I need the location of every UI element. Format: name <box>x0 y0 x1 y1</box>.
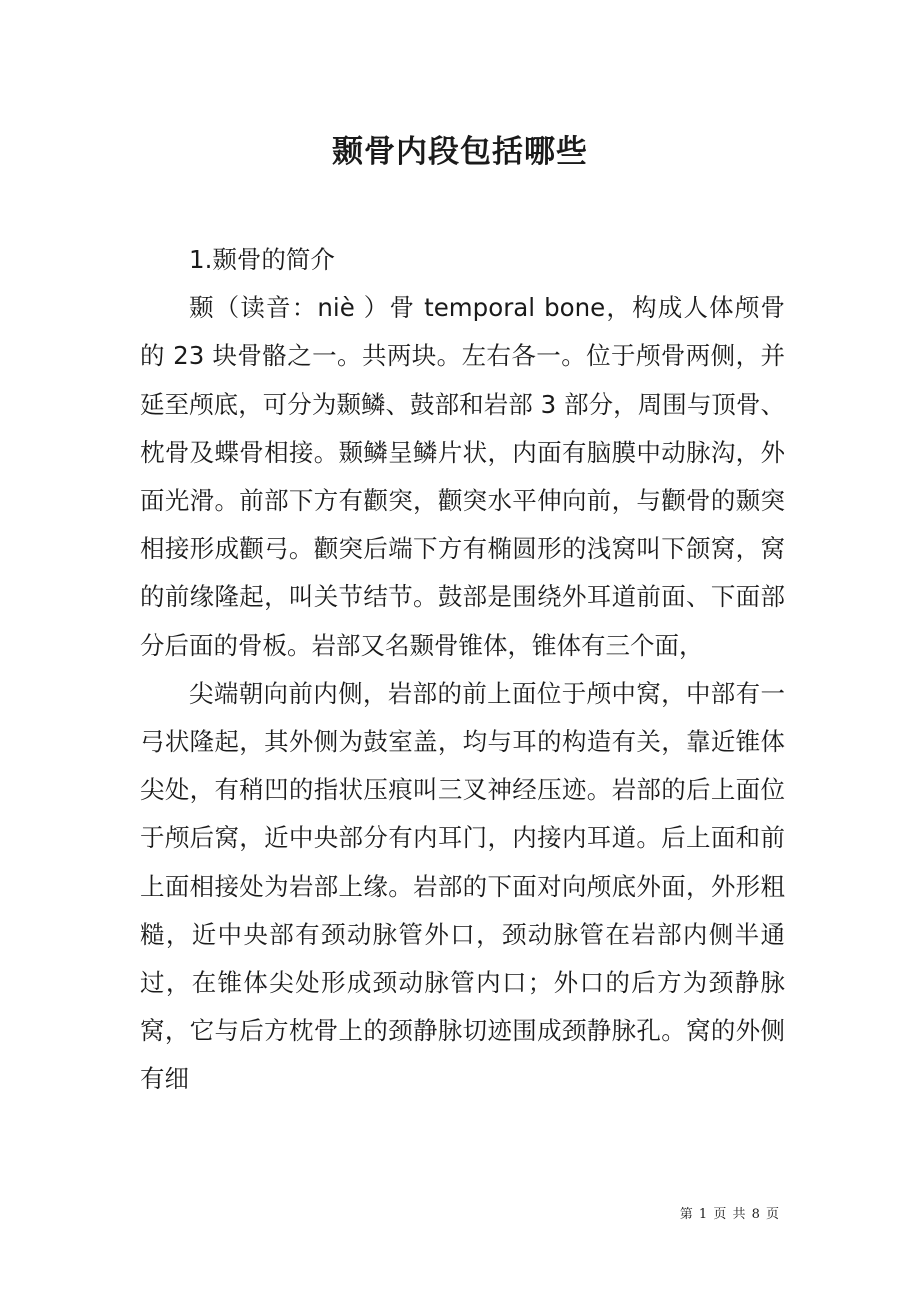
paragraph-intro: 颞（读音：niè ）骨 temporal bone，构成人体颅骨的 23 块骨骼之一。共两块。左右各一。位于颅骨两侧，并延至颅底，可分为颞鳞、鼓部和岩部 3 部分，周围与顶骨、枕骨及蝶骨相接。颞鳞呈鳞片状，内面有脑膜中动脉沟，外面光滑。前部下方有颧突，颧突水平伸向前，与颧骨的颞突相接形成颧弓。颧突后端下方有椭圆形的浅窝叫下颌窝，窝的前缘隆起，叫关节结节。鼓部是围绕外耳道前面、下面部分后面的骨板。岩部又名颞骨锥体，锥体有三个面， <box>140 293 785 660</box>
page-title: 颞骨内段包括哪些 <box>332 134 588 170</box>
page-number-footer: 第 1 页 共 8 页 <box>679 1207 780 1222</box>
document-body <box>140 236 785 1104</box>
paragraph-section-heading: 1.颞骨的简介 <box>189 245 335 274</box>
paragraph-petrous-part: 尖端朝向前内侧，岩部的前上面位于颅中窝，中部有一弓状隆起，其外侧为鼓室盖，均与耳的构造有关，靠近锥体尖处，有稍凹的指状压痕叫三叉神经压迹。岩部的后上面位于颅后窝，近中央部分有内耳门，内接内耳道。后上面和前上面相接处为岩部上缘。岩部的下面对向颅底外面，外形粗糙，近中央部有颈动脉管外口，颈动脉管在岩部内侧半通过，在锥体尖处形成颈动脉管内口；外口的后方为颈静脉窝，它与后方枕骨上的颈静脉切迹围成颈静脉孔。窝的外侧有细 <box>140 678 785 1094</box>
